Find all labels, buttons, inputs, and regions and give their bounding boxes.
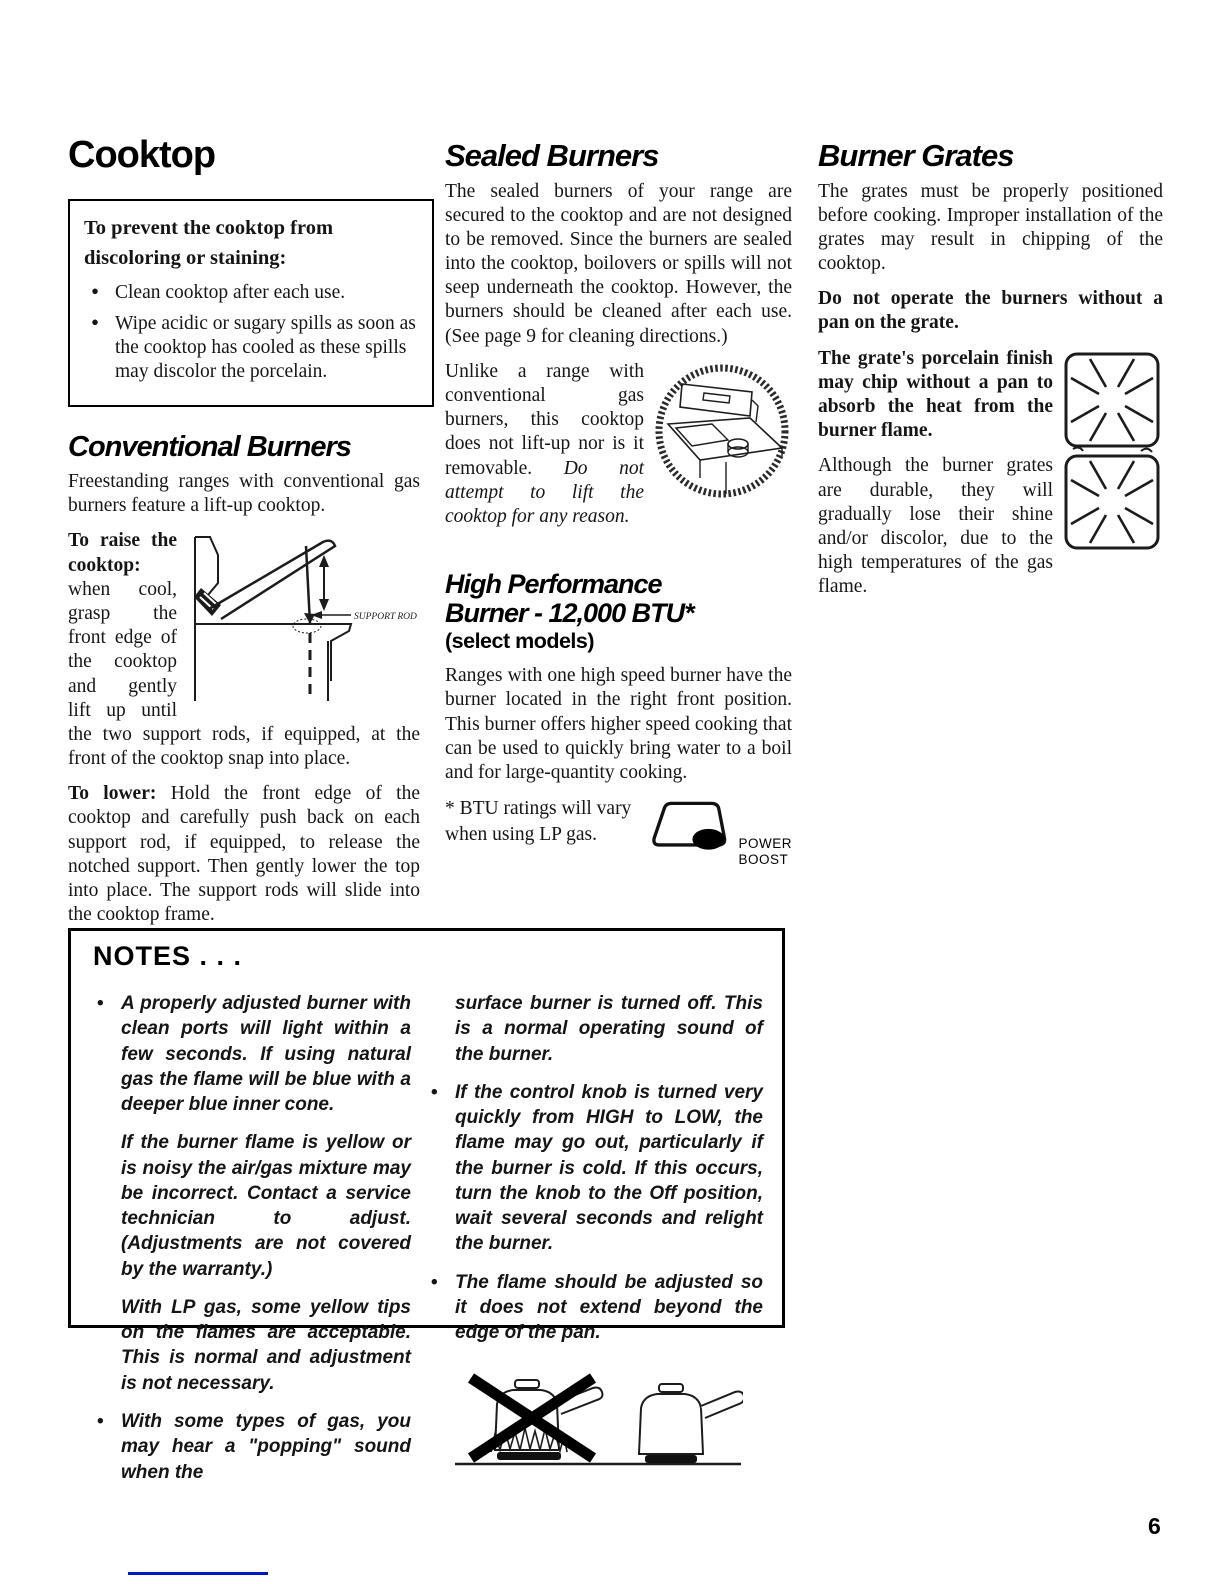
warning-bullet-item — [84, 312, 418, 383]
raise-lead-in: To raise the cooktop: — [68, 530, 177, 576]
notes-left-column — [93, 991, 411, 1498]
grates-paragraph-3: The grate's porcelain finish may chip without a pan to absorb the heat from the burner flame. — [818, 347, 1053, 442]
note-text: The flame should be adjusted so it does not extend beyond the edge of the pan. — [455, 1271, 763, 1344]
sealed-text-italic: Do not attempt to lift the cooktop for any reason. — [445, 457, 645, 527]
warning-box — [68, 199, 434, 407]
lift-up-cooktop-diagram — [183, 531, 420, 703]
bullet-icon: • — [91, 310, 100, 336]
column-burner-grates — [818, 140, 1163, 610]
support-rod-label: SUPPORT ROD — [354, 612, 417, 623]
btu-footnote: * BTU ratings will vary when using LP gas. — [445, 798, 632, 846]
lower-cooktop-paragraph — [68, 782, 420, 927]
burner-grates-figure — [818, 347, 1163, 611]
notes-title: NOTES . . . — [93, 941, 243, 971]
note-text: If the control knob is turned very quickly from HIGH to LOW, the flame may go out, particularly if the burner is cold. If this occurs, turn the knob to the Off position, wait several seconds and relight the burner. — [455, 1081, 763, 1255]
pans-illustration — [453, 1358, 743, 1470]
bullet-icon: • — [97, 993, 104, 1014]
column-cooktop — [68, 134, 420, 938]
sealed-cooktop-illustration — [652, 360, 792, 502]
burner-grates-illustration — [1063, 351, 1163, 551]
sealed-burners-paragraph: The sealed burners of your range are secured to the cooktop and are not designed to be removed. Since the burners are sealed into the cooktop, boilovers or spills will not seep underneath the cooktop. However, the burners should be cleaned after each use. (See page 9 for cleaning directions.) — [445, 180, 792, 347]
conventional-intro: Freestanding ranges with conventional gas burners feature a lift-up cooktop. — [68, 471, 420, 517]
warning-bullet-text: Clean cooktop after each use. — [115, 282, 346, 304]
power-boost-icon — [648, 796, 735, 858]
note-item — [427, 1270, 763, 1346]
bullet-icon: • — [97, 1410, 104, 1432]
bullet-icon: • — [431, 1271, 438, 1293]
lift-up-cooktop-figure — [68, 529, 420, 782]
power-boost-label-line2: BOOST — [738, 851, 789, 867]
note-paragraph: With LP gas, some yellow tips on the flames are acceptable. This is normal and adjustment is not necessary. — [121, 1296, 411, 1394]
notes-right-column — [427, 991, 763, 1470]
note-item — [93, 991, 411, 1117]
sealed-burners-heading: Sealed Burners — [445, 138, 659, 173]
high-performance-paragraph: Ranges with one high speed burner have the burner located in the right front position. This burner offers higher speed cooking that can be used to quickly bring water to a boil and for large-quantity cooking. — [445, 665, 792, 783]
warning-bullet-text: Wipe acidic or sugary spills as soon as the cooktop has cooled as these spills may discolor the porcelain. — [115, 313, 416, 382]
high-performance-heading-line1: High Performance — [445, 569, 662, 600]
note-text: With some types of gas, you may hear a "popping" sound when the — [121, 1410, 411, 1483]
note-item — [93, 1409, 411, 1485]
warning-bullet-item — [84, 281, 418, 305]
sealed-text-normal: Unlike a range with conventional gas burners, this cooktop does not lift-up nor is it removable. — [445, 360, 644, 479]
select-models-subheading: (select models) — [445, 629, 595, 654]
power-boost-label-line1: POWER — [738, 836, 792, 852]
note-item — [427, 1080, 763, 1257]
grates-paragraph-2: Do not operate the burners without a pan on the grate. — [818, 288, 1163, 334]
sealed-cooktop-figure — [445, 360, 792, 540]
flame-size-figure — [453, 1358, 763, 1470]
bullet-icon: • — [91, 279, 100, 305]
grates-paragraph-1: The grates must be properly positioned before cooking. Improper installation of the grates may result in chipping of the cooktop. — [818, 180, 1163, 275]
grates-paragraph-4: Although the burner grates are durable, they will gradually lose their shine and/or discolor, due to the high temperatures of the gas flame. — [818, 455, 1053, 598]
column-sealed-burners — [445, 140, 792, 867]
power-boost-label — [738, 836, 792, 867]
lower-lead-in: To lower: — [68, 783, 157, 805]
note-paragraph: If the burner flame is yellow or is noisy the air/gas mixture may be incorrect. Contact a service technician to adjust. (Adjustments are not covered by the warranty.) — [121, 1132, 411, 1280]
raise-text: when cool, grasp the front edge of the cooktop and gently lift up until the two support rods, if equipped, at the front of the cooktop snap into place. — [68, 578, 420, 770]
page-number: 6 — [1148, 1513, 1161, 1539]
bullet-icon: • — [431, 1081, 438, 1103]
note-text: A properly adjusted burner with clean ports will light within a few seconds. If using natural gas the flame will be blue with a deeper blue inner cone. — [121, 993, 411, 1116]
note-continuation: surface burner is turned off. This is a normal operating sound of the burner. — [455, 993, 763, 1065]
high-performance-heading-line2: Burner - 12,000 BTU* — [445, 597, 694, 628]
lower-text: Hold the front edge of the cooktop and carefully push back on each support rod, if equipped, to release the notched support. Then gently lower the top into place. The support rods will slide into the cooktop frame. — [68, 783, 420, 926]
btu-footnote-row — [445, 796, 792, 867]
footer-accent-line — [128, 1572, 268, 1575]
notes-box — [68, 928, 785, 1483]
conventional-burners-heading: Conventional Burners — [68, 430, 351, 463]
warning-heading: To prevent the cooktop from discoloring or staining: — [84, 217, 334, 269]
page-title: Cooktop — [68, 134, 216, 176]
burner-grates-heading: Burner Grates — [818, 138, 1014, 173]
